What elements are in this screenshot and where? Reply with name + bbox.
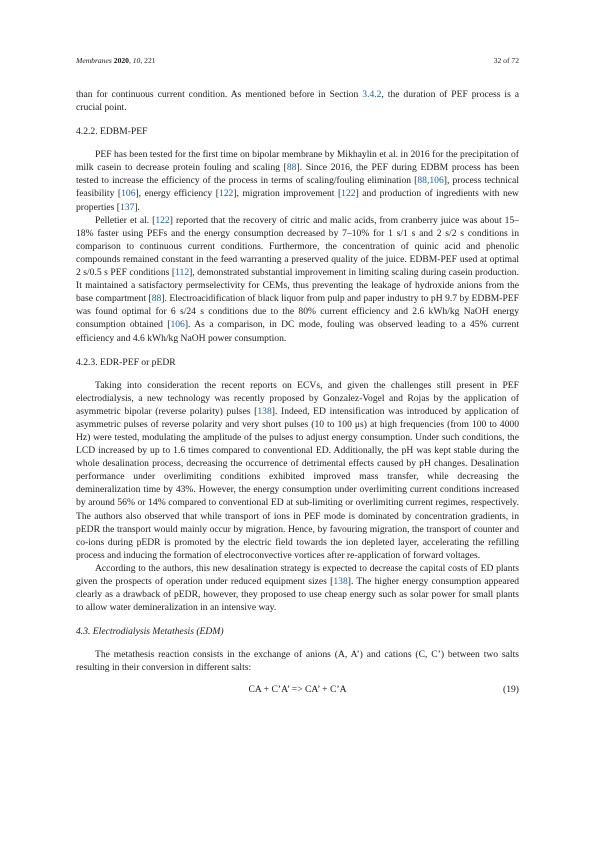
citation-link[interactable]: 138 xyxy=(257,405,272,417)
equation-19 xyxy=(76,683,519,697)
citation-link[interactable]: 106 xyxy=(121,188,136,200)
citation-link[interactable]: 138 xyxy=(333,576,348,587)
running-header xyxy=(76,56,519,68)
citation-link[interactable]: 122 xyxy=(341,188,356,200)
citation-link[interactable]: 106 xyxy=(170,319,185,331)
section-link[interactable]: 3.4.2 xyxy=(362,89,382,100)
paragraph-pedr-outlook: According to the authors, this new desalination strategy is expected to decrease the capital costs of ED plants given the prospects of operation under reduced equipment sizes [138]. The higher energy consumption appeared clearly as a drawback of pEDR, however, they proposed to use cheap energy such as solar power for small plants to allow water demineralization in an intensive way. xyxy=(76,562,519,614)
page-number: 32 of 72 xyxy=(493,56,519,65)
journal-citation: Membranes 2020, 10, 221 xyxy=(76,56,156,65)
journal-year: 2020 xyxy=(113,56,129,65)
page-body xyxy=(76,88,519,697)
citation-link[interactable]: 88 xyxy=(151,293,162,305)
citation-link[interactable]: 88 xyxy=(286,162,297,174)
section-heading-4-2-2: 4.2.2. EDBM-PEF xyxy=(76,126,148,138)
paragraph-edbm-pef-intro: PEF has been tested for the first time on bipolar membrane by Mikhaylin et al. in 2016 for the precipitation of milk casein to decrease protein fouling and scaling [88]. Since 2016, the PEF during EDBM process has been tested to increase the efficiency of the process in terms of scaling/fouling elimination [88,106], process technical feasibility [106], energy efficiency [122], migration improvement [122] and production of ingredients with new properties [137]. xyxy=(76,149,519,213)
journal-name: Membranes xyxy=(76,56,112,65)
section-heading-4-3: 4.3. Electrodialysis Metathesis (EDM) xyxy=(76,626,224,638)
section-heading-4-2-3: 4.2.3. EDR-PEF or pEDR xyxy=(76,356,176,368)
citation-link[interactable]: 122 xyxy=(155,214,170,226)
journal-volume: 10 xyxy=(132,56,141,65)
paragraph-pelletier: Pelletier et al. [122] reported that the recovery of citric and malic acids, from cranberry juice was about 15–18% faster using PEFs and the energy consumption decreased by 7–10% for 1 s/1 s and 2 s/2 s conditions in comparison to continuous current conditions. Furthermore, the concentration of quinic acid and phenolic compounds remained constant in the feed warranting a preserved quality of the juice. EDBM-PEF used at optimal 2 s/0.5 s PEF conditions [112], demonstrated substantial improvement in limiting scaling during casein production. It maintained a satisfactory permselectivity for CEMs, thus preventing the leakage of hydroxide anions from the base compartment [88]. Electroacidification of black liquor from pulp and paper industry to pH 9.7 by EDBM-PEF was found optimal for 6 s/24 s conditions due to the 80% current efficiency and 2.6 kWh/kg NaOH energy consumption obtained [106]. As a comparison, in DC mode, fouling was observed leading to a 45% current efficiency and 4.6 kWh/kg NaOH power consumption. xyxy=(76,214,520,344)
equation-number: (19) xyxy=(503,684,519,696)
paragraph-continuation: than for continuous current condition. As mentioned before in Section 3.4.2, the duration of PEF process is a crucial point. xyxy=(76,89,519,114)
paragraph-metathesis: The metathesis reaction consists in the exchange of anions (A, A’) and cations (C, C’) between two salts resulting in their conversion in different salts: xyxy=(76,649,519,674)
citation-link[interactable]: 88,106 xyxy=(417,175,444,187)
citation-link[interactable]: 137 xyxy=(119,201,135,213)
paragraph-pedr: Taking into consideration the recent reports on ECVs, and given the challenges still present in PEF electrodialysis, a new technology was recently proposed by Gonzalez-Vogel and Rojas by the application of asymmetric bipolar (reverse polarity) pulses [138]. Indeed, ED intensification was introduced by application of asymmetric pulses of reverse polarity and very short pulses (10 to 100 μs) at high frequencies (from 100 to 4000 Hz) were tested, modulating the amplitude of the pulses to adjust energy consumption. Under such conditions, the LCD increased by up to 1.6 times compared to conventional ED. Additionally, the pH was kept stable during the whole desalination process, decreasing the occurrence of detrimental effects caused by pH changes. Desalination performance under overlimiting conditions exhibited improved mass transfer, while decreasing the demineralization time by 43%. However, the energy consumption under overlimiting current conditions increased by around 56% or 14% compared to conventional ED at sub-limiting or overlimiting current regimes, respectively. The authors also observed that while transport of ions in PEF mode is dominated by concentration gradients, in pEDR the transport would mainly occur by migration. Hence, by favouring migration, the transport of counter and co-ions during pEDR is promoted by the electric field towards the ion depleted layer, accelerating the refilling process and inducing the formation of electroconvective vortices after re-application of forward voltages. xyxy=(76,379,519,561)
citation-link[interactable]: 122 xyxy=(218,188,234,200)
equation-formula: CA + C’A’ => CA’ + C’A xyxy=(248,684,347,696)
article-number: 221 xyxy=(144,56,156,65)
citation-link[interactable]: 112 xyxy=(175,267,190,279)
